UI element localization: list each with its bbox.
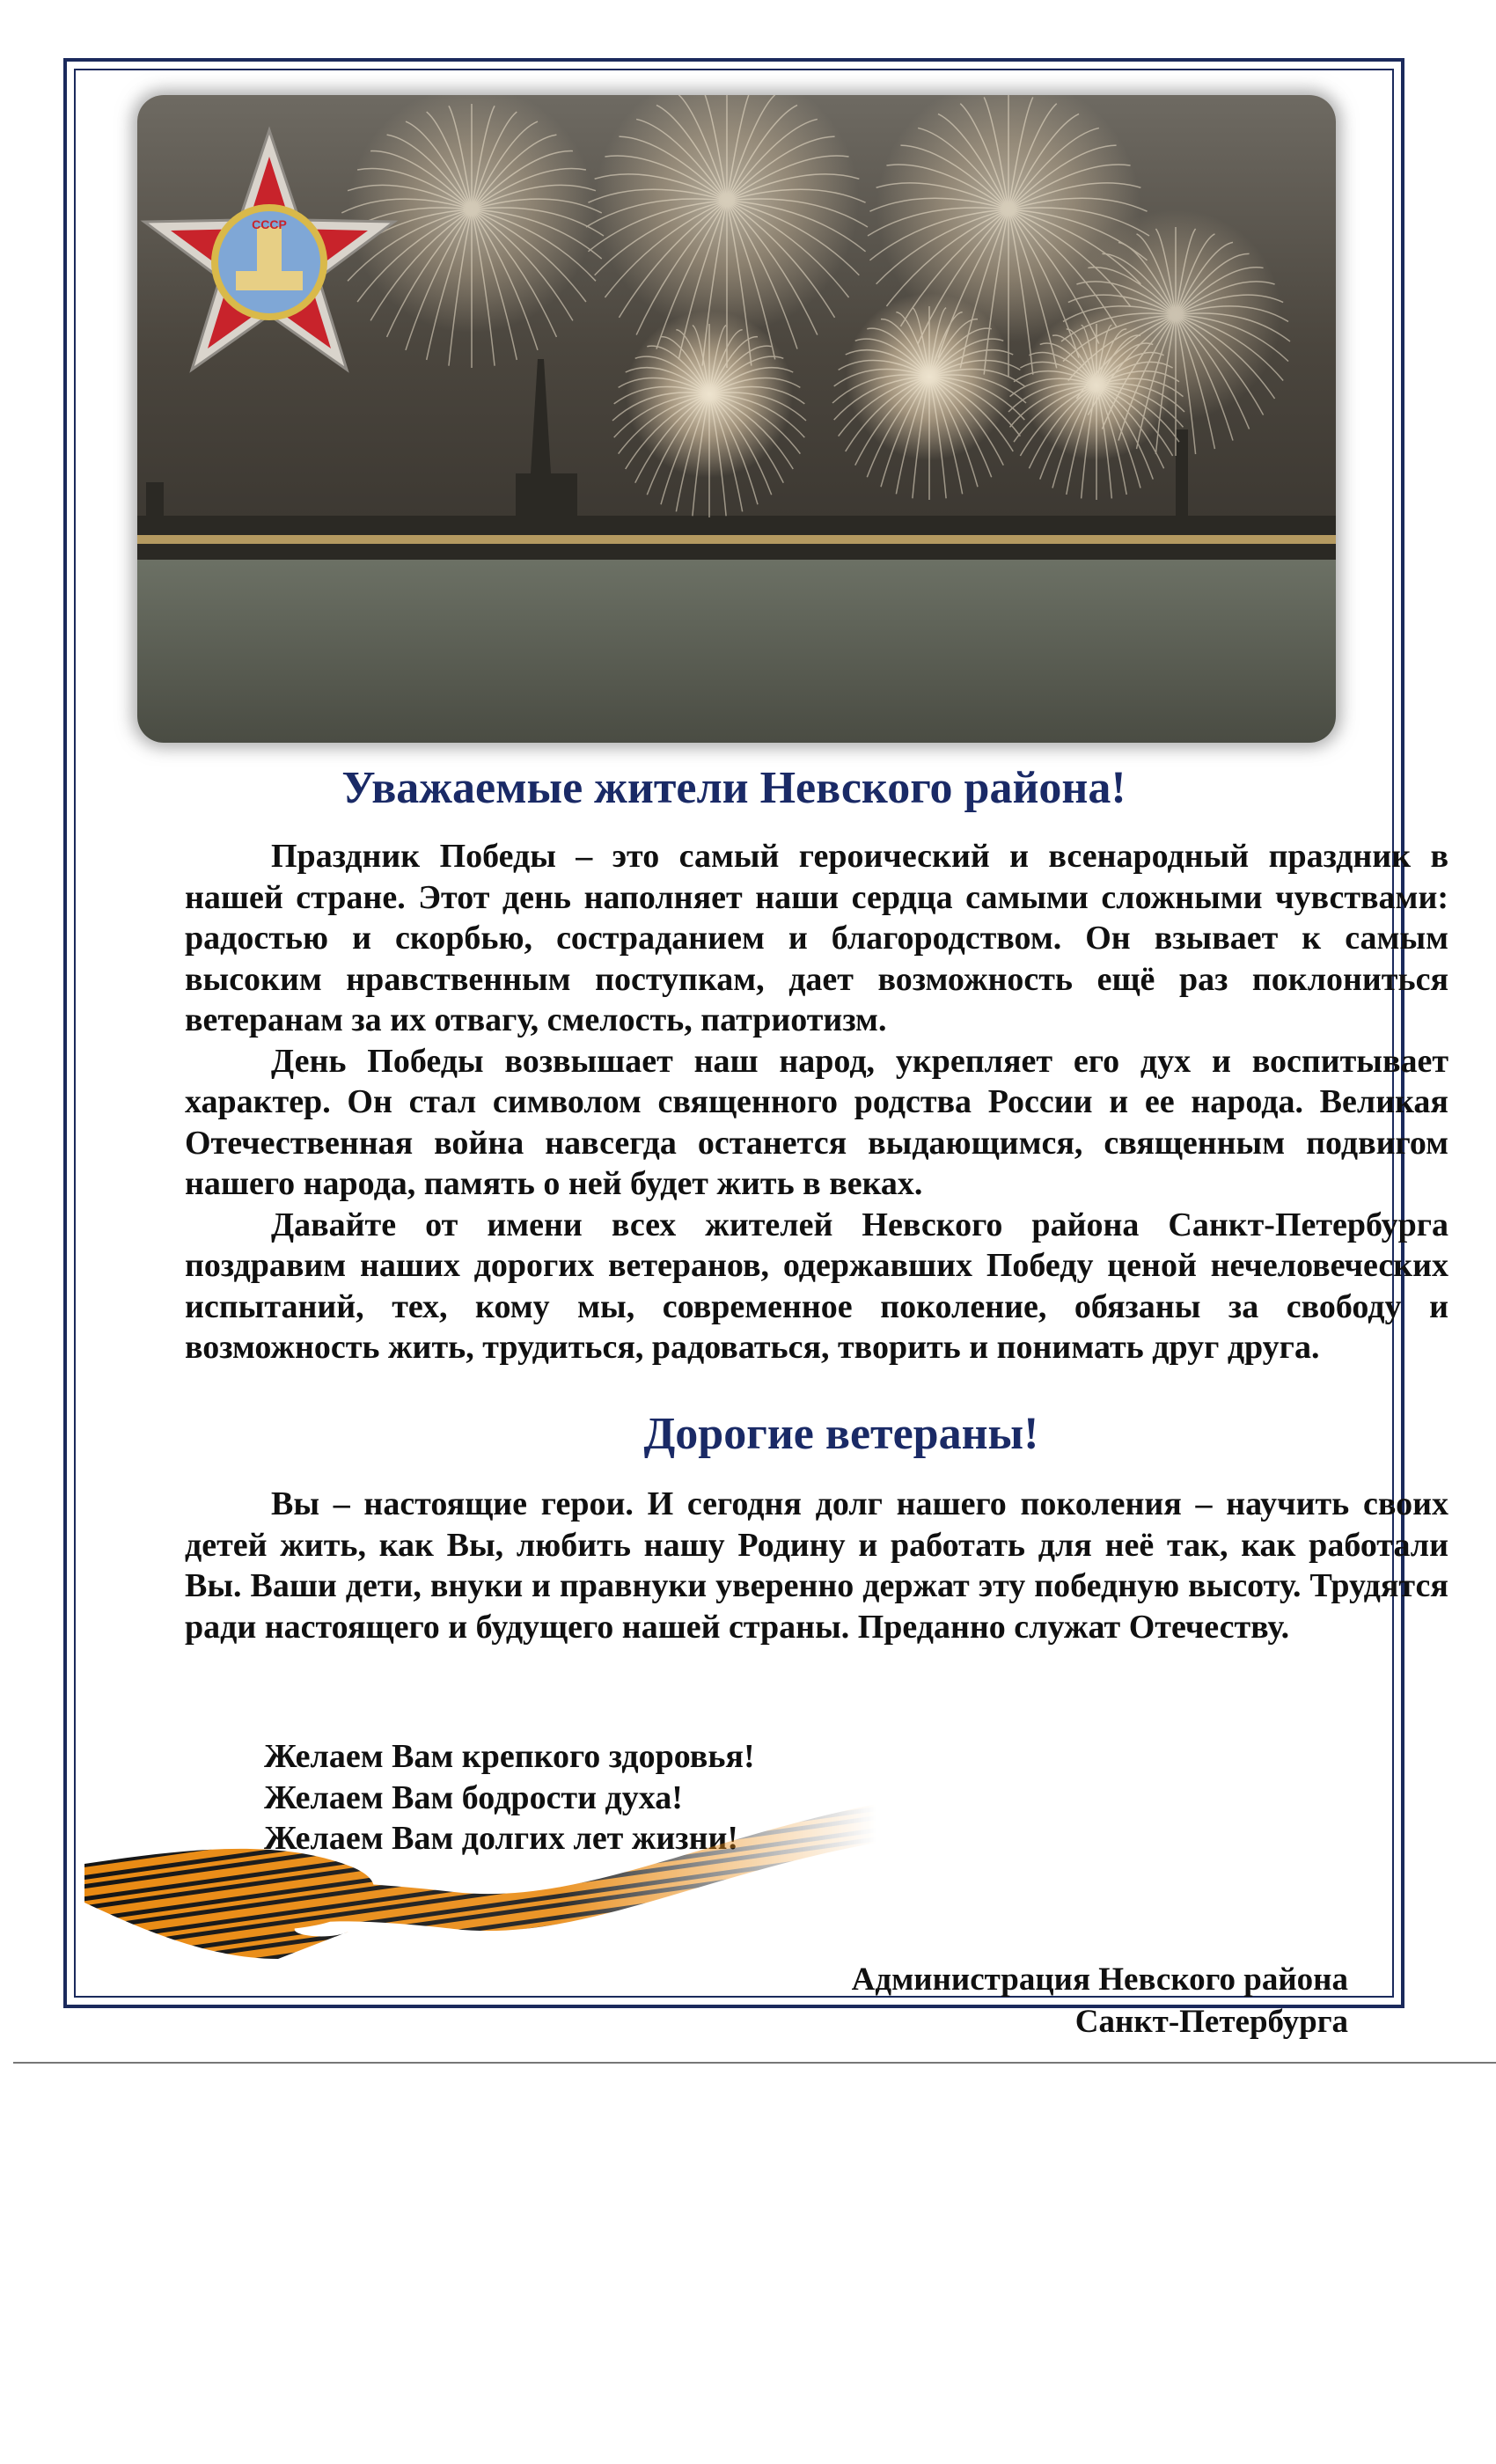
paragraph-victory-day: Праздник Победы – это самый героический и всенародный праздник в нашей стране. Этот день наполняет наши сердца самыми сложными чувствами: радостью и скорбью, состраданием и благородством. Он взывает к самым высоким нравственным поступкам, дает возможность ещё раз поклониться ветеранам за их отвагу, смелость, патриотизм. [185,838,1448,1038]
paragraph-heroes: Вы – настоящие герои. И сегодня долг нашего поколения – научить своих детей жить, как Вы, любить нашу Родину и работать для неё так, как работали Вы. Ваши дети, внуки и правнуки уверенно держат эту победную высоту. Трудятся ради настоящего и будущего нашей страны. Преданно служат Отечеству. [185,1485,1448,1646]
signature-line-administration: Администрация Невского района [851,1962,1348,1998]
fireworks-photo [137,95,1336,743]
order-badge-label: СССР [252,217,287,231]
signature-line-city: Санкт-Петербурга [1074,2004,1348,2040]
st-george-ribbon-icon [84,1786,876,1962]
wish-health: Желаем Вам крепкого здоровья! [264,1738,755,1775]
paragraph-people: День Победы возвышает наш народ, укрепляет его дух и воспитывает характер. Он стал символом священного родства России и ее народа. Великая Отечественная война навсегда останется выдающимся, священным подвигом нашего народа, память о ней будет жить в веках. [185,1042,1448,1202]
greeting-title: Уважаемые жители Невского района! [341,763,1126,813]
signature-block [852,1959,1348,2043]
city-lights [137,535,1336,544]
veterans-title: Дорогие ветераны! [643,1409,1039,1459]
fireworks-scene [137,95,1336,743]
veterans-body [185,1484,1448,1647]
wish-long-life: Желаем Вам долгих лет жизни! [264,1820,739,1857]
page-divider [13,2062,1496,2064]
document-frame [63,58,1448,2040]
paragraph-congratulate: Давайте от имени всех жителей Невского района Санкт-Петербурга поздравим наших дорогих ветеранов, одержавших Победу ценой нечеловеческих испытаний, тех, кому мы, современное поколение, обязаны за свободу и возможность жить, трудиться, радоваться, творить и понимать друг друга. [185,1206,1448,1366]
river-water [137,553,1336,743]
main-letter-body [185,836,1448,1368]
wish-spirit: Желаем Вам бодрости духа! [264,1778,683,1816]
